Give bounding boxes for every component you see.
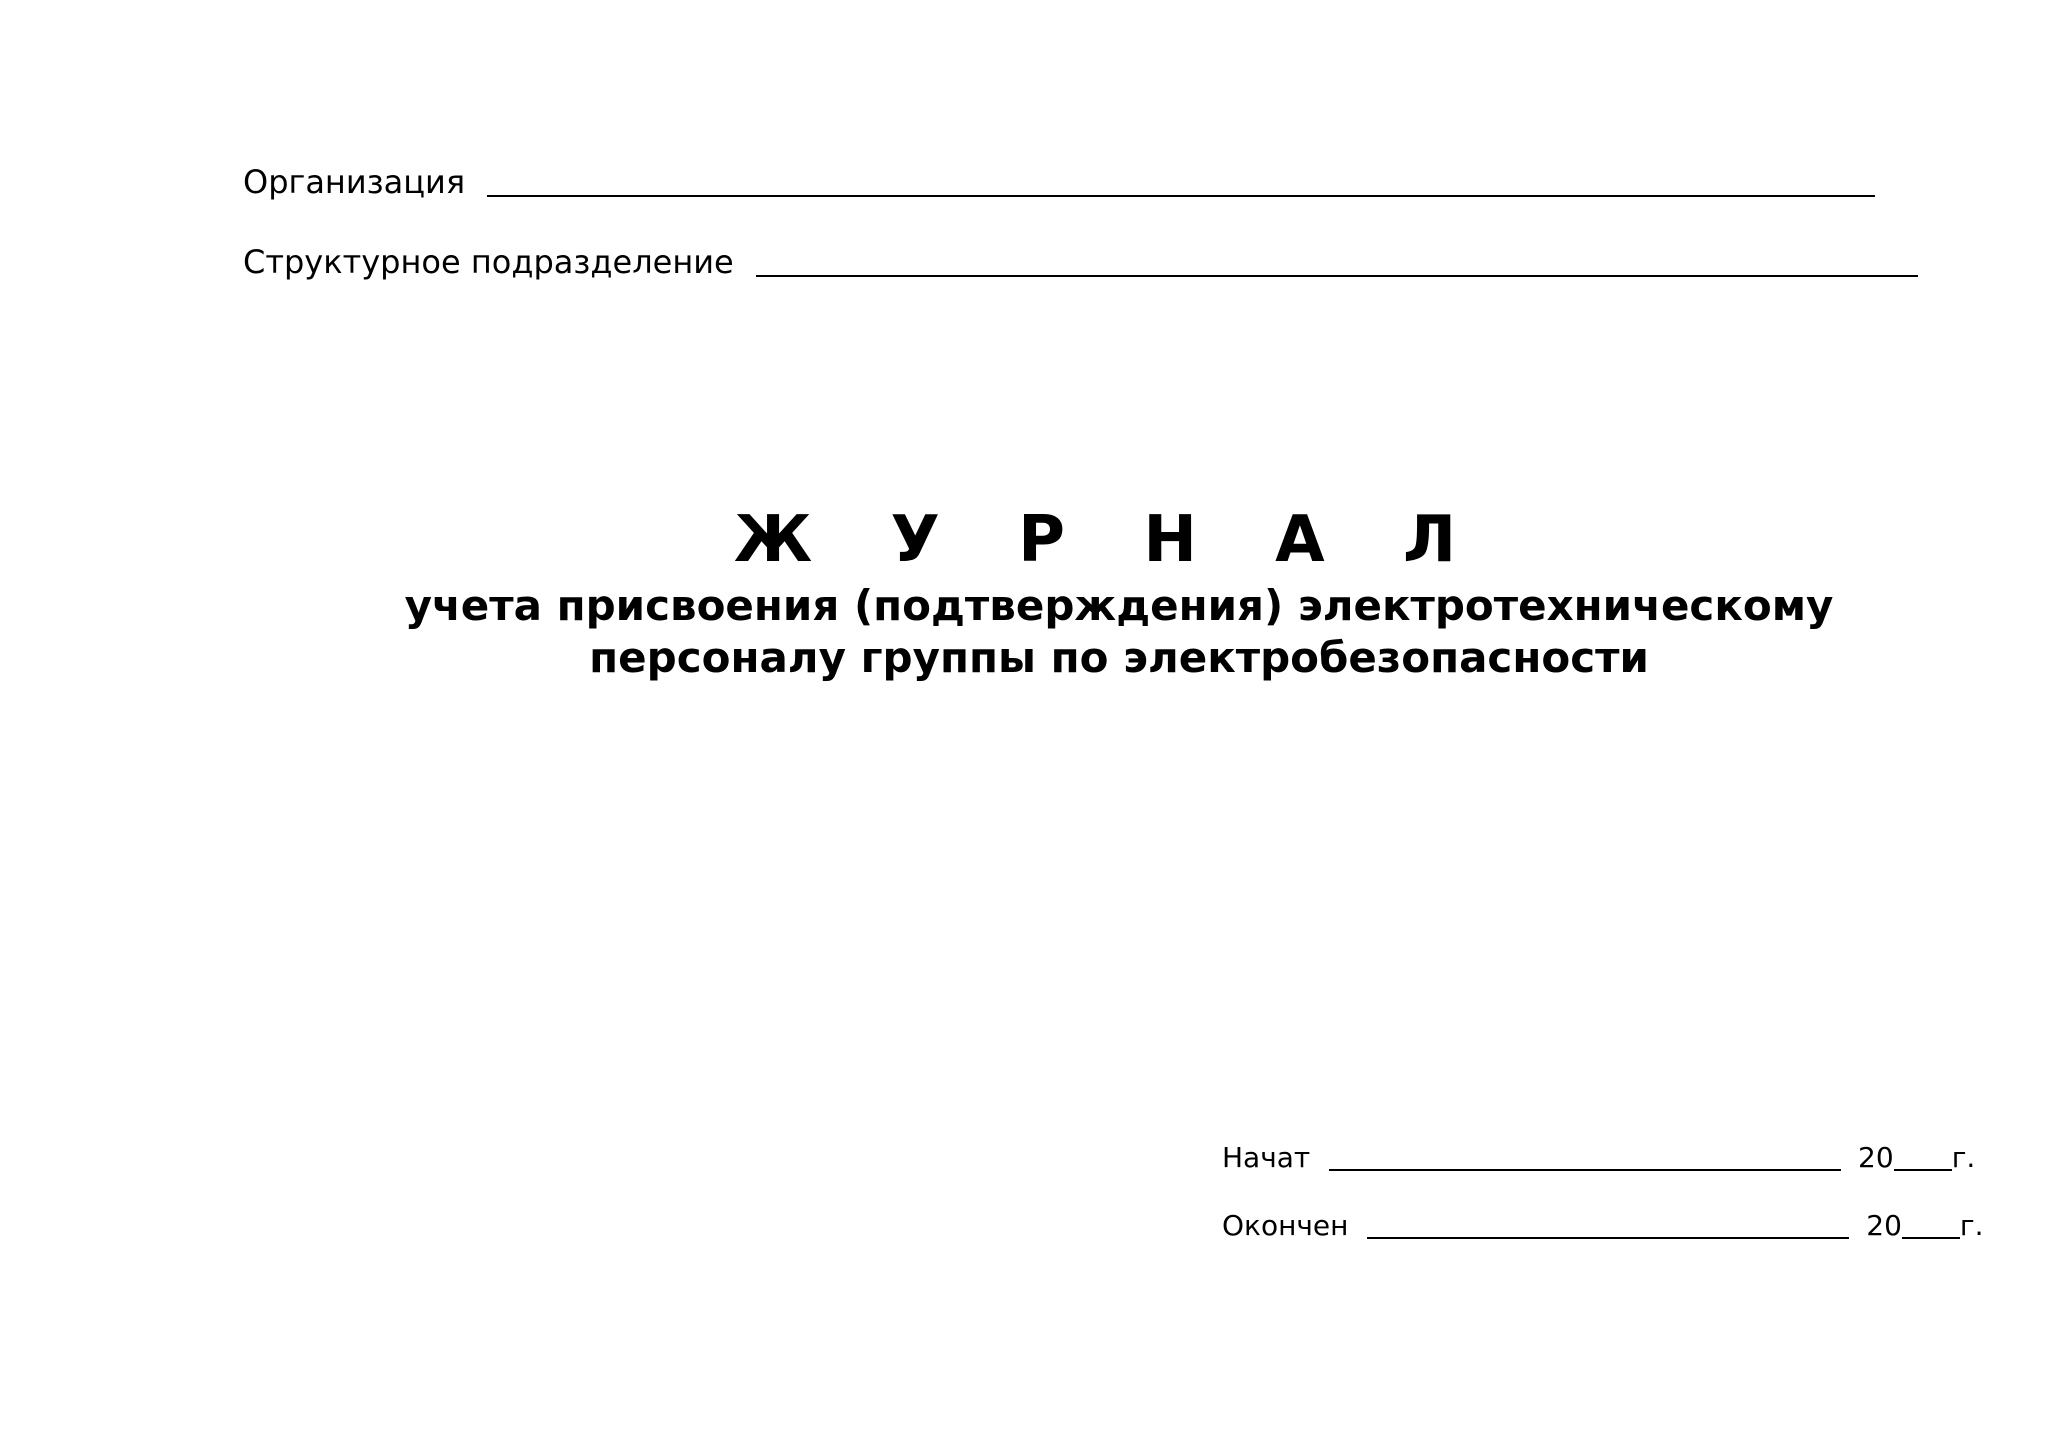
ended-year-suffix: г. <box>1959 1209 1984 1242</box>
organization-blank <box>487 195 1875 197</box>
organization-field <box>243 162 1875 202</box>
ended-date-field <box>1222 1208 1984 1244</box>
started-year-prefix: 20 <box>1858 1141 1894 1174</box>
department-blank <box>756 275 1918 277</box>
started-label: Начат <box>1222 1141 1311 1174</box>
department-field <box>243 242 1918 282</box>
started-year-blank <box>1894 1169 1952 1171</box>
started-date-blank <box>1329 1169 1841 1171</box>
ended-year-prefix: 20 <box>1866 1209 1902 1242</box>
ended-year-blank <box>1902 1237 1960 1239</box>
journal-subtitle-line2: персоналу группы по электробезопасности <box>589 633 1649 682</box>
started-year-suffix: г. <box>1951 1141 1976 1174</box>
ended-label: Окончен <box>1222 1209 1349 1242</box>
organization-label: Организация <box>243 163 466 201</box>
started-date-field <box>1222 1140 1975 1176</box>
ended-date-blank <box>1367 1237 1849 1239</box>
journal-subtitle-line1: учета присвоения (подтверждения) электротехническому <box>404 581 1834 630</box>
department-label: Структурное подразделение <box>243 243 734 281</box>
journal-title: Ж У Р Н А Л <box>733 503 1485 577</box>
